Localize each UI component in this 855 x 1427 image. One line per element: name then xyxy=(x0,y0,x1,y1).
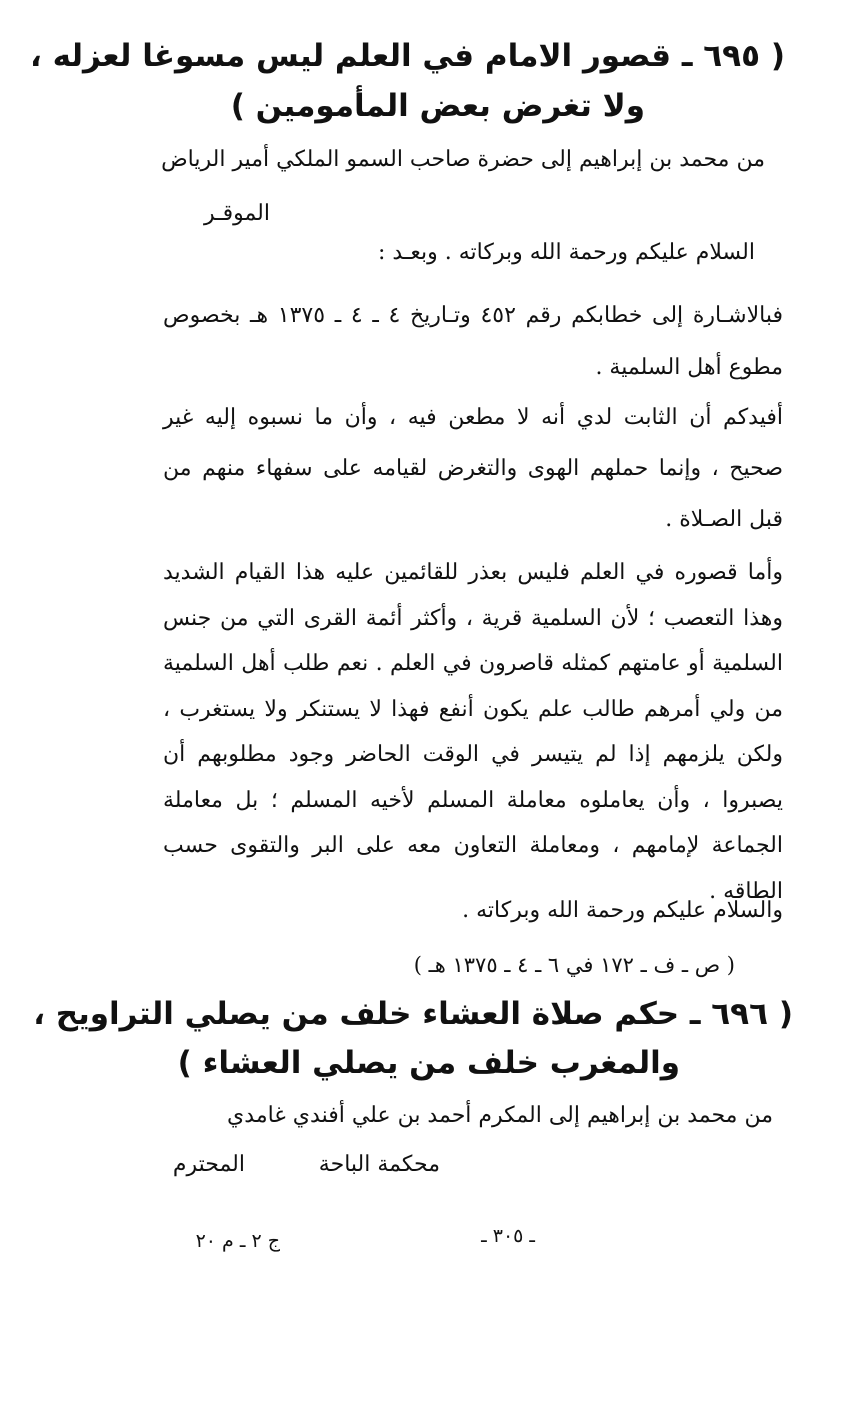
section-696-title-line2: والمغرب خلف من يصلي العشاء ) xyxy=(177,1045,680,1081)
from-line: من محمد بن إبراهيم إلى حضرة صاحب السمو الملكي أمير الرياض xyxy=(161,147,765,172)
section-695-title-line1: ( ٦٩٥ ـ قصور الامام في العلم ليس مسوغا لعزله ، xyxy=(30,38,785,74)
page-number: ـ ٣٠٥ ـ xyxy=(481,1225,535,1247)
paragraph-1: فبالاشـارة إلى خطابكم رقم ٤٥٢ وتـاريخ ٤ ـ ٤ ـ ١٣٧٥ هـ بخصوص مطوع أهل السلمية . xyxy=(163,303,783,380)
court-label: محكمة الباحة xyxy=(318,1152,440,1177)
honorific: المحترم xyxy=(172,1152,245,1177)
closing: والسلام عليكم ورحمة الله وبركاته . xyxy=(462,898,783,923)
recipient-title: الموقـر xyxy=(204,201,270,226)
volume-reference: ج ٢ ـ م ٢٠ xyxy=(195,1230,280,1252)
section-696-title-line1: ( ٦٩٦ ـ حكم صلاة العشاء خلف من يصلي التراويح ، xyxy=(33,996,793,1032)
paragraph-3: وأما قصوره في العلم فليس بعذر للقائمين عليه هذا القيام الشديد وهذا التعصب ؛ لأن السلمية قرية ، وأكثر أئمة القرى التي من جنس السلمية أو عامتهم كمثله قاصرون في العلم . نعم طلب أهل السلمية من ولي أمرهم طالب علم يكون أنفع فهذا لا يستنكر ولا يستغرب ، ولكن يلزمهم إذا لم يتيسر في الوقت الحاضر وجود مطلوبهم أن يصبروا ، وأن يعاملوه معاملة المسلم لأخيه المسلم ؛ بل معاملة الجماعة لإمامهم ، ومعاملة التعاون معه على البر والتقوى حسب الطاقه . xyxy=(163,560,783,904)
greeting: السلام عليكم ورحمة الله وبركاته . وبعـد : xyxy=(378,240,755,265)
section-696-from-line: من محمد بن إبراهيم إلى المكرم أحمد بن علي أفندي غامدي xyxy=(227,1103,773,1128)
section-695-title-line2: ولا تغرض بعض المأمومين ) xyxy=(230,88,645,124)
reference-note: ( ص ـ ف ـ ١٧٢ في ٦ ـ ٤ ـ ١٣٧٥ هـ ) xyxy=(413,953,735,977)
paragraph-2: أفيدكم أن الثابت لدي أنه لا مطعن فيه ، وأن ما نسبوه إليه غير صحيح ، وإنما حملهم الهوى والتغرض لقيامه على سفهاء منهم من قبل الصـلاة . xyxy=(163,405,783,532)
